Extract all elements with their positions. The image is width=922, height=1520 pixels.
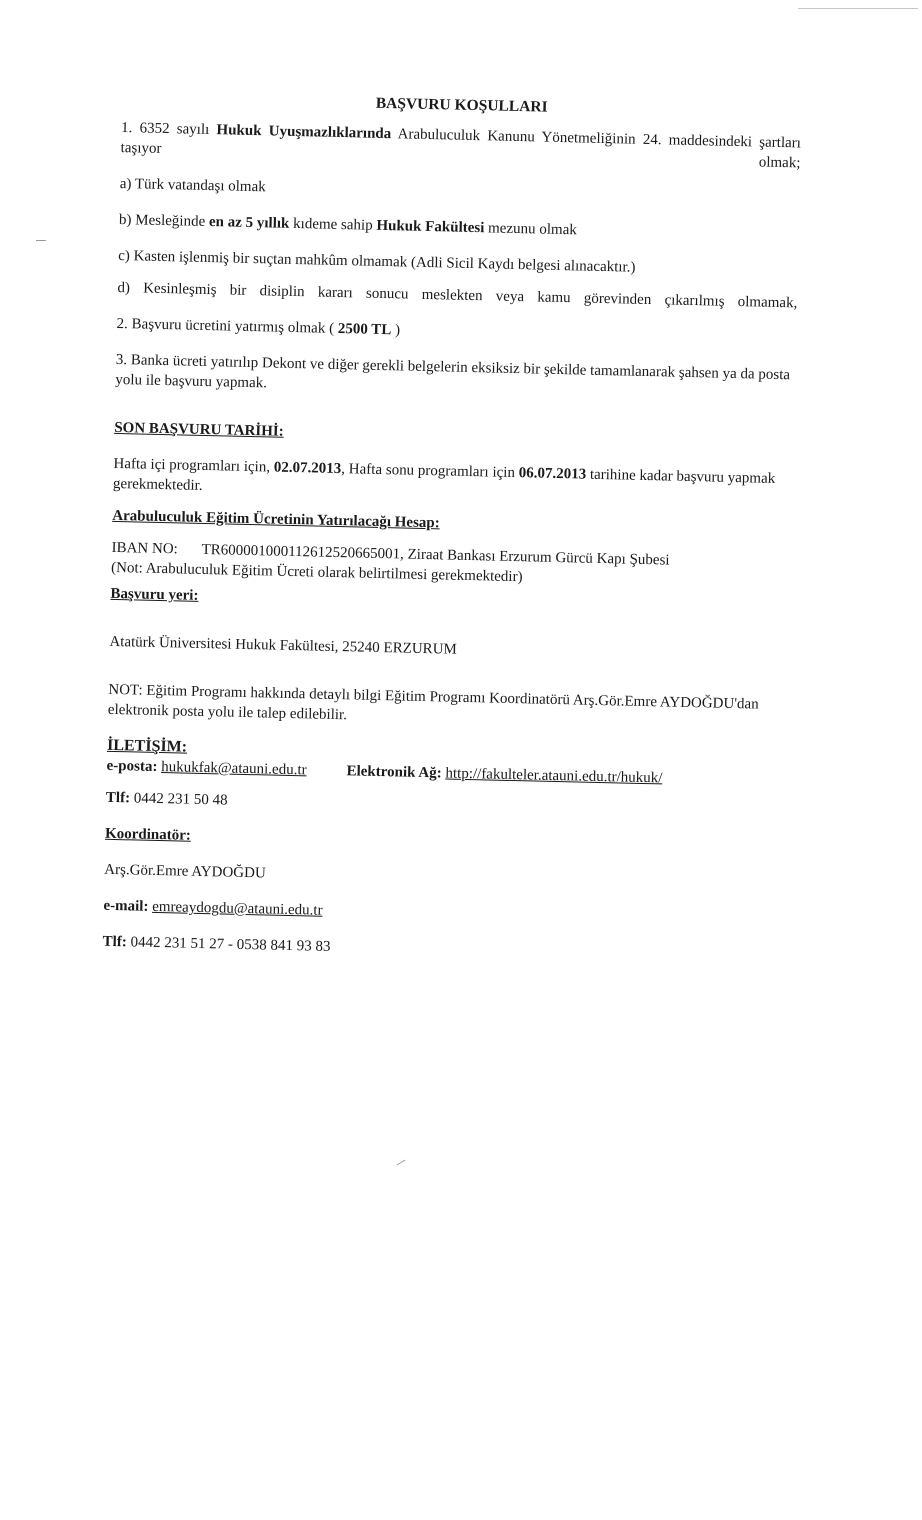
text: , Hafta sonu programları için <box>341 461 519 482</box>
deadline-heading: SON BAŞVURU TARİHİ: <box>114 419 284 440</box>
scan-mark <box>396 1160 405 1166</box>
text: kıdeme sahip <box>289 215 377 234</box>
text: mezunu olmak <box>484 220 578 239</box>
phone-label: Tlf: <box>102 933 127 951</box>
document-body <box>102 88 801 967</box>
coordinator-phone <box>102 932 782 967</box>
text: 1. 6352 sayılı <box>120 119 217 139</box>
place-address: Atatürk Üniversitesi Hukuk Fakültesi, 25240 ERZURUM <box>109 633 458 658</box>
contact-phone <box>106 788 786 823</box>
account-heading: Arabuluculuk Eğitim Ücretinin Yatırılacağı Hesap: <box>112 507 440 532</box>
text: 2. Başvuru ücretini yatırmış olmak ( <box>116 315 338 337</box>
email-link[interactable]: hukukfak@atauni.edu.tr <box>161 759 307 779</box>
phone-label: Tlf: <box>105 789 131 807</box>
web-label: Elektronik Ağ: <box>346 763 442 782</box>
email-label: e-mail: <box>103 897 149 915</box>
iban-label: IBAN NO: <box>111 539 178 558</box>
text: tarihine kadar başvuru yapmak gerekmektedir. <box>112 466 776 494</box>
condition-2 <box>116 314 796 349</box>
web-link[interactable]: http://fakulteler.atauni.edu.tr/hukuk/ <box>445 765 663 787</box>
contact-email <box>106 756 306 781</box>
coordinator-email <box>103 896 783 931</box>
condition-d: d) Kesinleşmiş bir disiplin kararı sonucu meslekten veya kamu görevinden çıkarılmış olmamak, <box>117 279 798 312</box>
account-note: (Not: Arabuluculuk Eğitim Ücreti olarak belirtilmesi gerekmektedir) <box>110 559 523 586</box>
email-label: e-posta: <box>106 757 158 775</box>
condition-b <box>119 210 799 245</box>
contact-heading: İLETİŞİM: <box>106 736 188 756</box>
text: b) Mesleğinde <box>118 211 210 231</box>
condition-1 <box>120 118 801 173</box>
condition-3: 3. Banka ücreti yatırılıp Dekont ve diğer gerekli belgelerin eksiksiz bir şekilde tamamlanarak şahsen ya da posta yolu ile başvuru yapmak. <box>115 351 791 392</box>
coordinator-name: Arş.Gör.Emre AYDOĞDU <box>104 861 266 882</box>
text-bold: en az 5 yıllık <box>208 214 290 232</box>
scan-edge-mark <box>798 8 918 9</box>
text-bold: Hukuk <box>216 122 262 140</box>
note-text: Eğitim Programı hakkında detaylı bilgi Eğitim Programı Koordinatörü Arş.Gör.Emre AYDOĞDU'dan elektronik posta yolu ile talep edilebilir. <box>107 682 759 724</box>
weekend-date: 06.07.2013 <box>518 465 587 483</box>
phone-value: 0442 231 51 27 - 0538 841 93 83 <box>130 934 331 955</box>
scan-mark <box>36 240 46 241</box>
fee-amount: 2500 TL <box>337 320 392 339</box>
condition-a: a) Türk vatandaşı olmak <box>119 175 266 196</box>
text: ) <box>391 322 401 339</box>
condition-c: c) Kasten işlenmiş bir suçtan mahkûm olmamak (Adli Sicil Kaydı belgesi alınacaktır.) <box>118 247 636 276</box>
place-heading: Başvuru yeri: <box>110 585 199 604</box>
text: Hafta içi programları için, <box>113 455 274 476</box>
deadline-text <box>113 454 794 509</box>
text-bold: Uyuşmazlıklarında <box>261 123 392 143</box>
coordinator-email-link[interactable]: emreaydogdu@atauni.edu.tr <box>151 898 323 919</box>
note-label: NOT: <box>108 681 143 699</box>
iban-value: TR600001000112612520665001, Ziraat Bankası Erzurum Gürcü Kapı Şubesi <box>201 541 670 569</box>
note-paragraph <box>108 680 789 735</box>
document-title: BAŞVURU KOŞULLARI <box>375 94 548 116</box>
phone-value: 0442 231 50 48 <box>133 790 228 809</box>
coordinator-heading: Koordinatör: <box>104 825 192 844</box>
text: Arabuluculuk Kanunu Yönetmeliğinin 24. maddesindeki şartları taşıyor olmak; <box>120 126 802 172</box>
weekday-date: 02.07.2013 <box>273 459 342 478</box>
text-bold: Hukuk Fakültesi <box>376 217 485 237</box>
